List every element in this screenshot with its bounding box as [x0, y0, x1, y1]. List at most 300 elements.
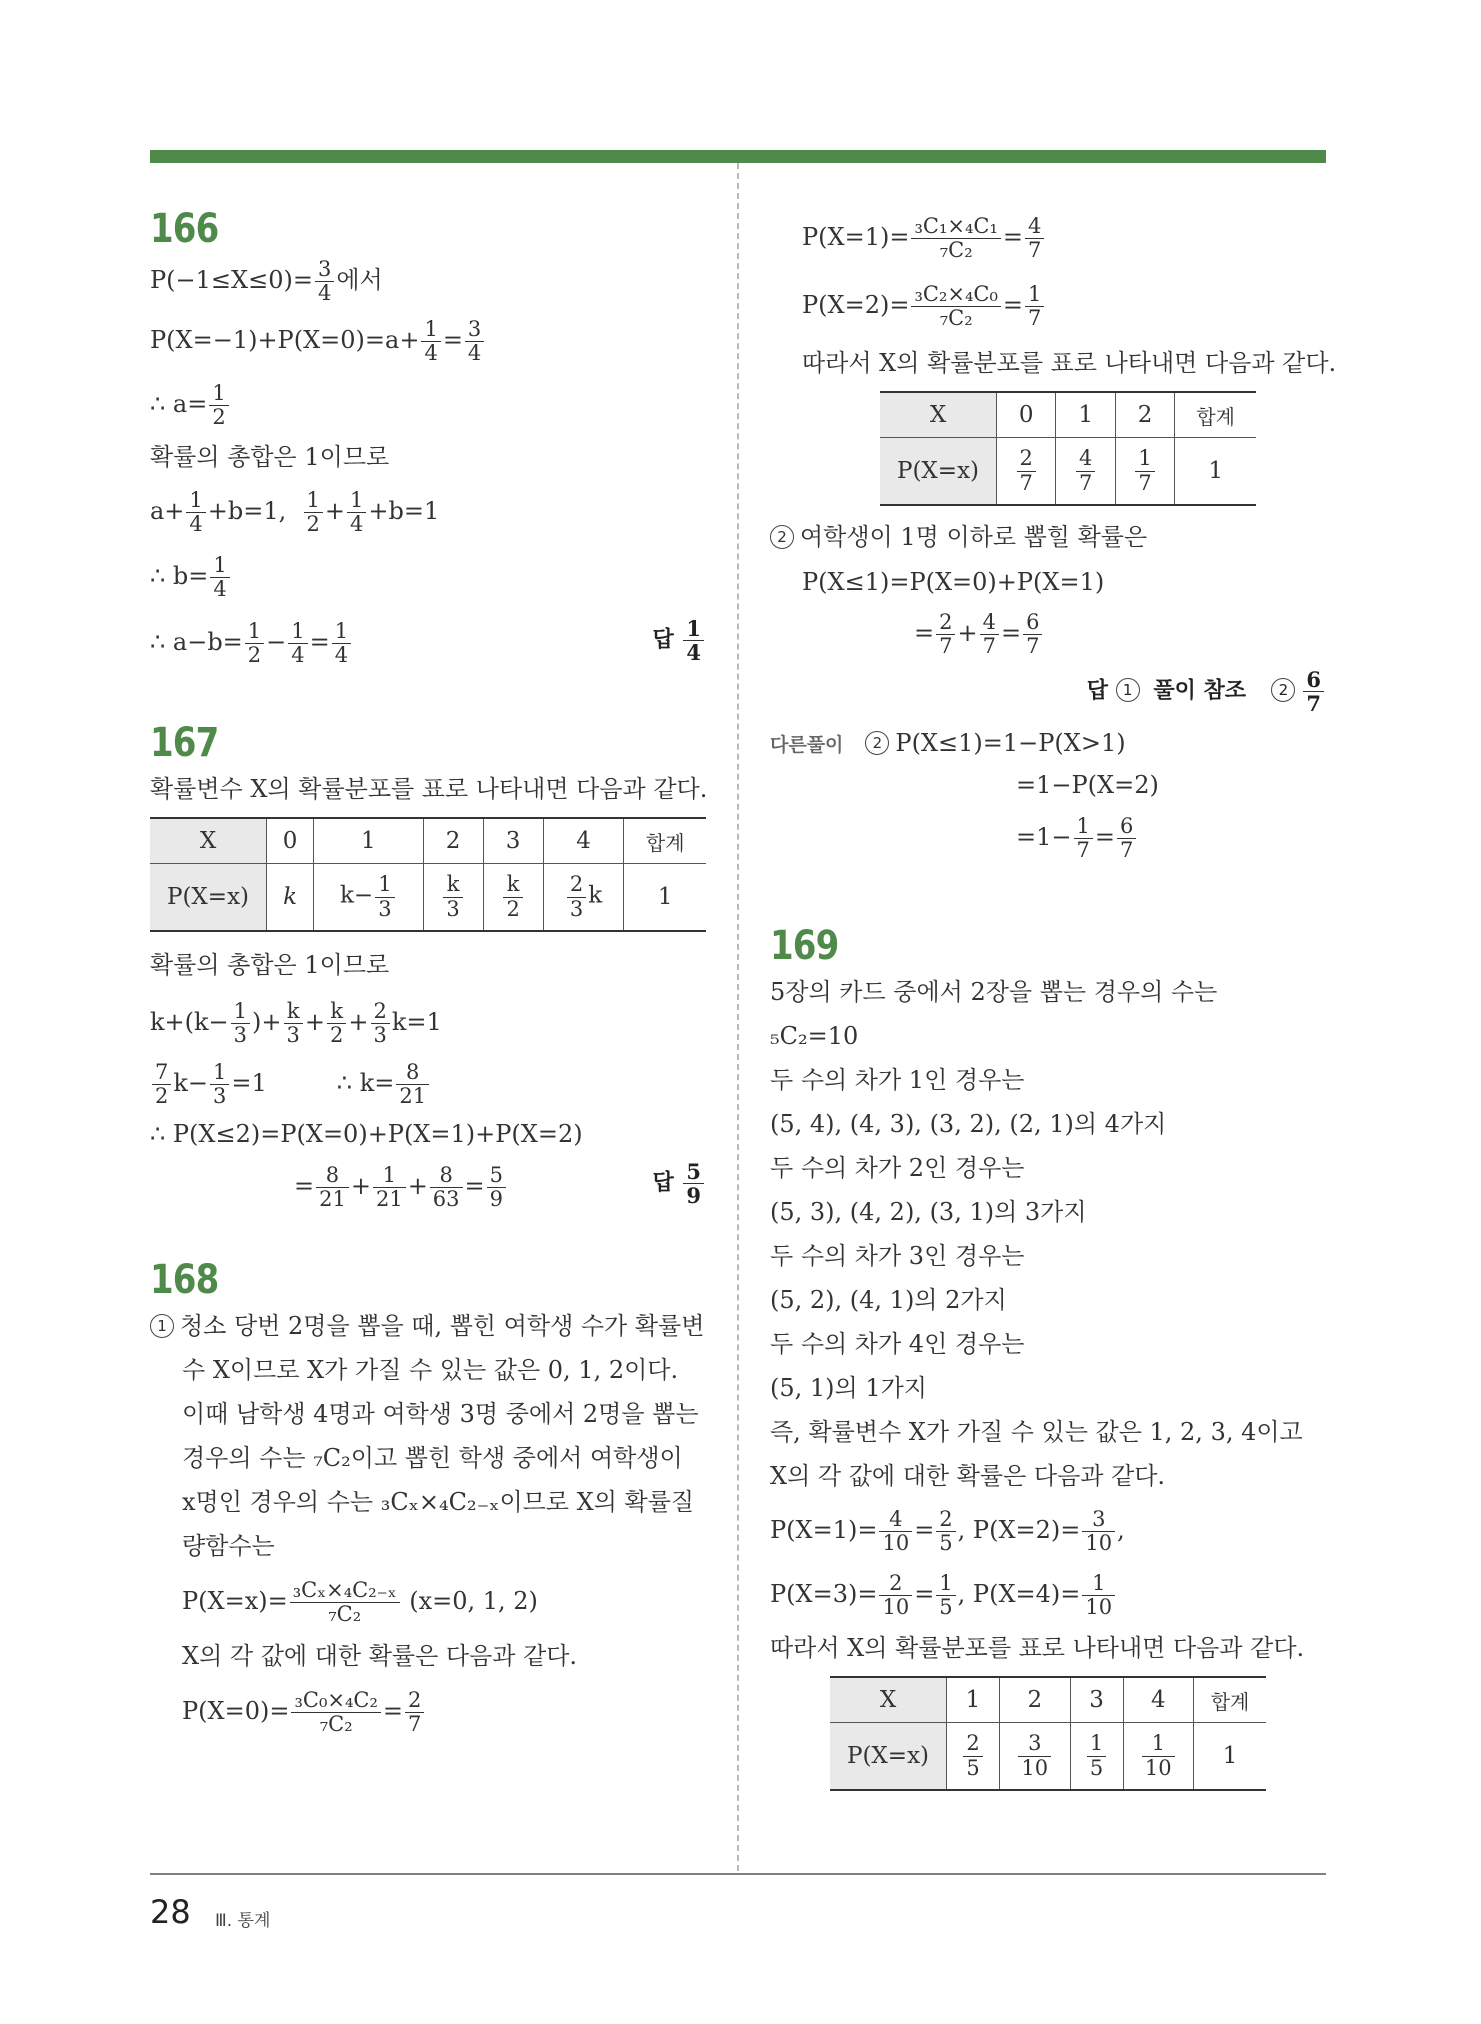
- fraction: [1023, 611, 1042, 658]
- fraction: [1117, 815, 1136, 862]
- text: =1−: [1016, 823, 1072, 851]
- denominator: 3: [233, 1023, 248, 1047]
- table-cell: X: [880, 392, 997, 438]
- denominator: 10: [1085, 1531, 1113, 1555]
- problem-169: [770, 922, 1326, 1791]
- fraction: [1025, 215, 1044, 262]
- numerator: 2: [371, 1000, 390, 1024]
- numerator: 4: [879, 1508, 912, 1532]
- table-cell: 0: [997, 392, 1056, 438]
- fraction: [304, 489, 323, 536]
- numerator: 1: [373, 1164, 406, 1188]
- text: P(X=1)=: [802, 223, 910, 251]
- denominator: 5: [1089, 1755, 1104, 1780]
- fraction: [1076, 447, 1095, 494]
- solution-line: [150, 609, 706, 675]
- solution-line: [150, 1480, 706, 1524]
- numerator: 1: [210, 1061, 229, 1085]
- denominator: 5: [966, 1755, 980, 1780]
- denominator: 4: [291, 643, 305, 667]
- table-cell: 1: [314, 818, 423, 864]
- denominator: 7: [1138, 470, 1152, 495]
- text: , P(X=2)=: [957, 1516, 1081, 1544]
- text: =: [1094, 823, 1115, 851]
- alt-solution-label: 다른풀이: [770, 734, 844, 756]
- denominator: 4: [686, 640, 701, 666]
- numerator: 8: [396, 1061, 429, 1085]
- fraction: [567, 873, 586, 920]
- numerator: 1: [332, 620, 351, 644]
- table-cell: 1: [947, 1677, 1000, 1723]
- text: P(X=2)=: [802, 291, 910, 319]
- fraction: [245, 620, 264, 667]
- fraction: [327, 1000, 346, 1047]
- denominator: ₇C₂: [939, 306, 973, 330]
- denominator: 63: [432, 1187, 460, 1211]
- denominator: 2: [247, 643, 262, 667]
- numerator: 1: [683, 617, 704, 641]
- solution-line: [150, 1436, 706, 1480]
- text: k−: [340, 883, 374, 909]
- fraction: [373, 1164, 406, 1211]
- numerator: 1: [210, 554, 229, 578]
- solution-line: [150, 373, 706, 435]
- text: 여학생이 1명 이하로 뽑힐 확률은: [800, 523, 1148, 551]
- answer-fraction: [683, 1160, 704, 1207]
- fraction: [879, 1508, 912, 1555]
- denominator: ₇C₂: [328, 1602, 362, 1626]
- numerator: 3: [465, 318, 484, 342]
- solution-line: =1−P(X=2): [1016, 771, 1159, 799]
- fraction: [209, 382, 228, 429]
- fraction: [936, 611, 955, 658]
- solution-line: [770, 205, 1326, 269]
- problem-166: [150, 205, 706, 675]
- table-cell: 합계: [624, 818, 706, 864]
- distribution-table: [880, 391, 1256, 506]
- fraction: [1025, 283, 1044, 330]
- solution-line: X의 각 값에 대한 확률은 다음과 같다.: [182, 1642, 578, 1670]
- problem-168-continued: [770, 205, 1337, 868]
- table-cell: X: [150, 818, 267, 864]
- text: k+(k−: [150, 1008, 229, 1036]
- table-cell: P(X=x): [150, 864, 267, 932]
- text: =: [442, 326, 463, 354]
- numerator: 2: [879, 1572, 912, 1596]
- solution-line: [150, 992, 706, 1052]
- numerator: 1: [209, 382, 228, 406]
- solution-line: [770, 512, 1326, 562]
- fraction: [963, 1732, 982, 1779]
- fraction: [1082, 1572, 1115, 1619]
- table-row: [880, 438, 1256, 506]
- problem-number: 168: [150, 1257, 219, 1303]
- table-cell: [1056, 438, 1115, 506]
- solution-line: 확률의 총합은 1이므로: [150, 443, 390, 471]
- fraction: [443, 873, 462, 920]
- fraction: [152, 1061, 171, 1108]
- text: P(X=x)=: [182, 1587, 288, 1615]
- solution-line: [150, 253, 706, 307]
- denominator: 10: [1085, 1595, 1113, 1619]
- table-header-row: [880, 392, 1256, 438]
- denominator: 7: [1306, 691, 1321, 717]
- fraction: [315, 258, 334, 305]
- text: k: [588, 883, 603, 909]
- solution-text: [150, 609, 706, 675]
- numerator: 8: [430, 1164, 463, 1188]
- item-number: 2: [1271, 678, 1295, 702]
- numerator: ₃C₂×₄C₀: [911, 283, 1000, 307]
- text: +b=1: [368, 497, 440, 525]
- denominator: 3: [378, 896, 392, 921]
- table-cell: 0: [267, 818, 314, 864]
- table-row: [150, 864, 706, 932]
- fraction: [879, 1572, 912, 1619]
- text: 이고 뽑힌 학생 중에서 여학생이: [350, 1444, 683, 1472]
- denominator: 21: [375, 1187, 403, 1211]
- solution-line: ∴ P(X≤2)=P(X=0)+P(X=1)+P(X=2): [150, 1120, 583, 1148]
- numerator: 5: [487, 1164, 506, 1188]
- distribution-table: [150, 817, 706, 932]
- text: P(X≤1)=1−P(X>1): [895, 729, 1126, 757]
- text: ,: [1117, 1516, 1125, 1544]
- problem-167: [150, 719, 706, 1218]
- table-cell: 4: [543, 818, 624, 864]
- denominator: 10: [1144, 1755, 1172, 1780]
- numerator: k: [503, 873, 522, 897]
- solution-line: [770, 806, 1326, 868]
- numerator: 1: [304, 489, 323, 513]
- solution-line: [150, 543, 706, 609]
- fraction: [186, 489, 205, 536]
- numerator: 1: [1087, 1732, 1106, 1756]
- numerator: 1: [1142, 1732, 1175, 1756]
- table-cell: [1115, 438, 1174, 506]
- fraction: [284, 1000, 303, 1047]
- numerator: 1: [936, 1572, 955, 1596]
- table-header-row: [150, 818, 706, 864]
- denominator: 7: [1019, 470, 1033, 495]
- answer-text: 풀이 참조: [1153, 678, 1247, 704]
- solution-line: P(X≤1)=P(X=0)+P(X=1): [802, 568, 1105, 596]
- answer: [652, 1160, 706, 1207]
- fraction: [1135, 447, 1154, 494]
- denominator: 7: [1076, 838, 1090, 862]
- table-cell: [314, 864, 423, 932]
- table-cell: 4: [1123, 1677, 1194, 1723]
- denominator: 5: [939, 1595, 953, 1619]
- fraction: [375, 873, 394, 920]
- solution-line: 두 수의 차가 3인 경우는: [770, 1242, 1025, 1270]
- answer-label: 답: [1086, 678, 1109, 704]
- denominator: 10: [882, 1595, 910, 1619]
- text: =: [309, 628, 330, 656]
- table-row: [830, 1723, 1266, 1791]
- denominator: 2: [306, 512, 320, 536]
- right-column: [770, 205, 1337, 1797]
- denominator: 3: [373, 1023, 387, 1047]
- numerator: ₃Cₓ×₄C₂₋ₓ: [290, 1579, 400, 1603]
- answer-fraction: [1303, 668, 1324, 715]
- solution-line: (5, 1)의 1가지: [770, 1374, 927, 1402]
- fraction: [980, 611, 999, 658]
- denominator: 7: [1119, 838, 1134, 862]
- numerator: 8: [316, 1164, 349, 1188]
- problem-168: [150, 1256, 706, 1744]
- numerator: 6: [1023, 611, 1042, 635]
- solution-line: [150, 307, 706, 373]
- text: +: [348, 1008, 369, 1036]
- numerator: 1: [186, 489, 205, 513]
- table-cell: [423, 864, 483, 932]
- solution-line: 따라서 X의 확률분포를 표로 나타내면 다음과 같다.: [802, 349, 1337, 377]
- text: −: [266, 628, 287, 656]
- text: P(−1≤X≤0)=: [150, 266, 313, 294]
- denominator: ₇C₂: [319, 1712, 353, 1736]
- solution-line: 두 수의 차가 4인 경우는: [770, 1330, 1025, 1358]
- solution-line: (5, 3), (4, 2), (3, 1)의 3가지: [770, 1198, 1087, 1226]
- fraction: [1082, 1508, 1115, 1555]
- numerator: 7: [152, 1061, 171, 1085]
- text: 경우의 수는: [182, 1444, 314, 1472]
- text: P(X=0)=: [182, 1697, 290, 1725]
- fraction: [405, 1689, 424, 1736]
- numerator: 1: [1025, 283, 1044, 307]
- text: =: [914, 619, 935, 647]
- denominator: 4: [317, 281, 332, 305]
- solution-line: [150, 479, 706, 543]
- denominator: 4: [467, 341, 482, 365]
- answer-label: 답: [652, 627, 674, 653]
- numerator: 2: [1017, 447, 1036, 471]
- fraction: [1017, 447, 1036, 494]
- text: )+: [252, 1008, 282, 1036]
- numerator: 1: [288, 620, 307, 644]
- text: =: [1002, 223, 1023, 251]
- numerator: 3: [1018, 1732, 1051, 1756]
- fraction: [347, 489, 366, 536]
- numerator: 6: [1117, 815, 1136, 839]
- table-cell: X: [830, 1677, 947, 1723]
- denominator: 9: [489, 1187, 504, 1211]
- fraction: [421, 318, 440, 365]
- denominator: 3: [213, 1084, 227, 1108]
- distribution-table: [830, 1676, 1266, 1791]
- text: ₇C₂: [313, 1444, 351, 1472]
- numerator: 1: [347, 489, 366, 513]
- fraction: [487, 1164, 506, 1211]
- numerator: k: [443, 873, 462, 897]
- numerator: 2: [963, 1732, 982, 1756]
- table-cell: k: [267, 864, 314, 932]
- denominator: 7: [1027, 238, 1042, 262]
- column-divider: [737, 163, 739, 1871]
- table-cell: 2: [1000, 1677, 1071, 1723]
- item-number: 2: [865, 731, 889, 755]
- text: =: [464, 1172, 485, 1200]
- numerator: 1: [421, 318, 440, 342]
- denominator: 3: [569, 896, 584, 921]
- text: k=1: [391, 1008, 442, 1036]
- denominator: 3: [446, 896, 460, 921]
- solution-line: 확률변수 X의 확률분포를 표로 나타내면 다음과 같다.: [150, 775, 708, 803]
- solution-line: [150, 1154, 706, 1218]
- text: a+: [150, 497, 185, 525]
- solution-text: [150, 1154, 706, 1218]
- fraction: [1087, 1732, 1106, 1779]
- table-cell: 2: [1115, 392, 1174, 438]
- fraction: [503, 873, 522, 920]
- table-cell: [1000, 1723, 1071, 1791]
- item-number: 1: [150, 1314, 174, 1338]
- table-cell: 1: [1056, 392, 1115, 438]
- text: +: [324, 497, 346, 525]
- denominator: 2: [506, 896, 520, 921]
- numerator: 6: [1303, 668, 1324, 692]
- fraction: [316, 1164, 349, 1211]
- solution-line: 5장의 카드 중에서 2장을 뽑는 경우의 수는: [770, 978, 1218, 1006]
- chapter-label: Ⅲ. 통계: [215, 1911, 271, 1931]
- solution-line: [150, 1678, 706, 1744]
- denominator: 9: [686, 1183, 701, 1209]
- denominator: 4: [189, 512, 203, 536]
- denominator: 7: [982, 634, 996, 658]
- numerator: 4: [1076, 447, 1095, 471]
- table-cell: [1123, 1723, 1194, 1791]
- denominator: 2: [212, 405, 226, 429]
- fraction: [465, 318, 484, 365]
- text: =: [382, 1697, 403, 1725]
- numerator: ₃C₁×₄C₁: [911, 215, 1000, 239]
- text: +: [304, 1008, 326, 1036]
- fraction: [332, 620, 351, 667]
- solution-line: [150, 1052, 706, 1114]
- numerator: 4: [980, 611, 999, 635]
- text: =: [294, 1172, 315, 1200]
- solution-line: (5, 4), (4, 3), (3, 2), (2, 1)의 4가지: [770, 1110, 1167, 1138]
- solution-line: 수 X이므로 X가 가질 수 있는 값은 0, 1, 2이다.: [182, 1356, 679, 1384]
- table-cell: 1: [1175, 438, 1256, 506]
- fraction: [430, 1164, 463, 1211]
- answer: [652, 617, 706, 664]
- solution-line: 두 수의 차가 2인 경우는: [770, 1154, 1025, 1182]
- text: 에서: [336, 266, 383, 294]
- text: +b=1,: [207, 497, 302, 525]
- solution-line: 따라서 X의 확률분포를 표로 나타내면 다음과 같다.: [770, 1634, 1305, 1662]
- text: ∴ a−b=: [150, 628, 243, 656]
- denominator: 21: [319, 1187, 346, 1211]
- solution-line: ₅C₂=10: [770, 1022, 859, 1050]
- numerator: 4: [1025, 215, 1044, 239]
- fraction: [911, 215, 1000, 262]
- problem-number: 169: [770, 923, 839, 969]
- fraction: [210, 554, 229, 601]
- table-cell: [543, 864, 624, 932]
- denominator: 21: [399, 1084, 427, 1108]
- numerator: 1: [245, 620, 264, 644]
- denominator: 3: [286, 1023, 300, 1047]
- table-cell: [947, 1723, 1000, 1791]
- numerator: 2: [936, 1508, 955, 1532]
- solution-line: 즉, 확률변수 X가 가질 수 있는 값은 1, 2, 3, 4이고: [770, 1418, 1303, 1446]
- denominator: 7: [1026, 634, 1040, 658]
- text: ₃Cₓ×₄C₂₋ₓ: [380, 1488, 500, 1516]
- text: =: [1002, 291, 1023, 319]
- numerator: k: [327, 1000, 346, 1024]
- fraction: [231, 1000, 250, 1047]
- solution-line: [770, 269, 1326, 341]
- table-cell: 합계: [1175, 392, 1256, 438]
- fraction: [1142, 1732, 1175, 1779]
- table-cell: [483, 864, 543, 932]
- table-cell: 1: [624, 864, 706, 932]
- numerator: 3: [1082, 1508, 1115, 1532]
- text: +: [350, 1172, 371, 1200]
- fraction: [936, 1508, 955, 1555]
- denominator: 5: [939, 1531, 953, 1555]
- text: ∴ b=: [150, 562, 209, 590]
- problem-number: 166: [150, 206, 219, 252]
- text: =: [914, 1580, 935, 1608]
- left-column: [150, 205, 706, 1744]
- numerator: k: [284, 1000, 303, 1024]
- text: k−: [173, 1069, 209, 1097]
- solution-line: 량함수는: [182, 1532, 275, 1560]
- table-cell: P(X=x): [830, 1723, 947, 1791]
- numerator: 3: [315, 258, 334, 282]
- solution-line: [150, 1568, 706, 1634]
- text: +: [407, 1172, 428, 1200]
- problem-number: 167: [150, 720, 219, 766]
- fraction: [936, 1572, 955, 1619]
- table-cell: 1: [1194, 1723, 1266, 1791]
- solution-line: [150, 1304, 706, 1348]
- table-cell: 합계: [1194, 1677, 1266, 1723]
- solution-line: [770, 1498, 1326, 1562]
- numerator: 1: [1074, 815, 1093, 839]
- answer-label: 답: [652, 1170, 674, 1196]
- text: ∴ k=: [336, 1069, 395, 1097]
- answer-fraction: [683, 617, 704, 664]
- denominator: 2: [155, 1084, 169, 1108]
- fraction: [210, 1061, 229, 1108]
- denominator: ₇C₂: [939, 238, 973, 262]
- text: =1: [231, 1069, 267, 1097]
- numerator: 1: [231, 1000, 250, 1024]
- item-number: 2: [770, 525, 794, 549]
- fraction: [371, 1000, 390, 1047]
- text: +: [957, 619, 978, 647]
- text: =: [914, 1516, 935, 1544]
- solution-line: (5, 2), (4, 1)의 2가지: [770, 1286, 1007, 1314]
- denominator: 7: [1078, 470, 1093, 495]
- numerator: 1: [1135, 447, 1154, 471]
- table-cell: P(X=x): [880, 438, 997, 506]
- text: 청소 당번 2명을 뽑을 때, 뽑힌 여학생 수가 확률변: [180, 1312, 705, 1340]
- denominator: 2: [330, 1023, 344, 1047]
- numerator: 2: [405, 1689, 424, 1713]
- item-number: 1: [1116, 678, 1140, 702]
- text: (x=0, 1, 2): [401, 1587, 538, 1615]
- fraction: [291, 1689, 380, 1736]
- solution-line: 확률의 총합은 1이므로: [150, 951, 390, 979]
- table-cell: 3: [483, 818, 543, 864]
- answer: [1087, 668, 1326, 715]
- text: P(X=−1)+P(X=0)=a+: [150, 326, 420, 354]
- denominator: 4: [334, 643, 349, 667]
- table-cell: [1070, 1723, 1123, 1791]
